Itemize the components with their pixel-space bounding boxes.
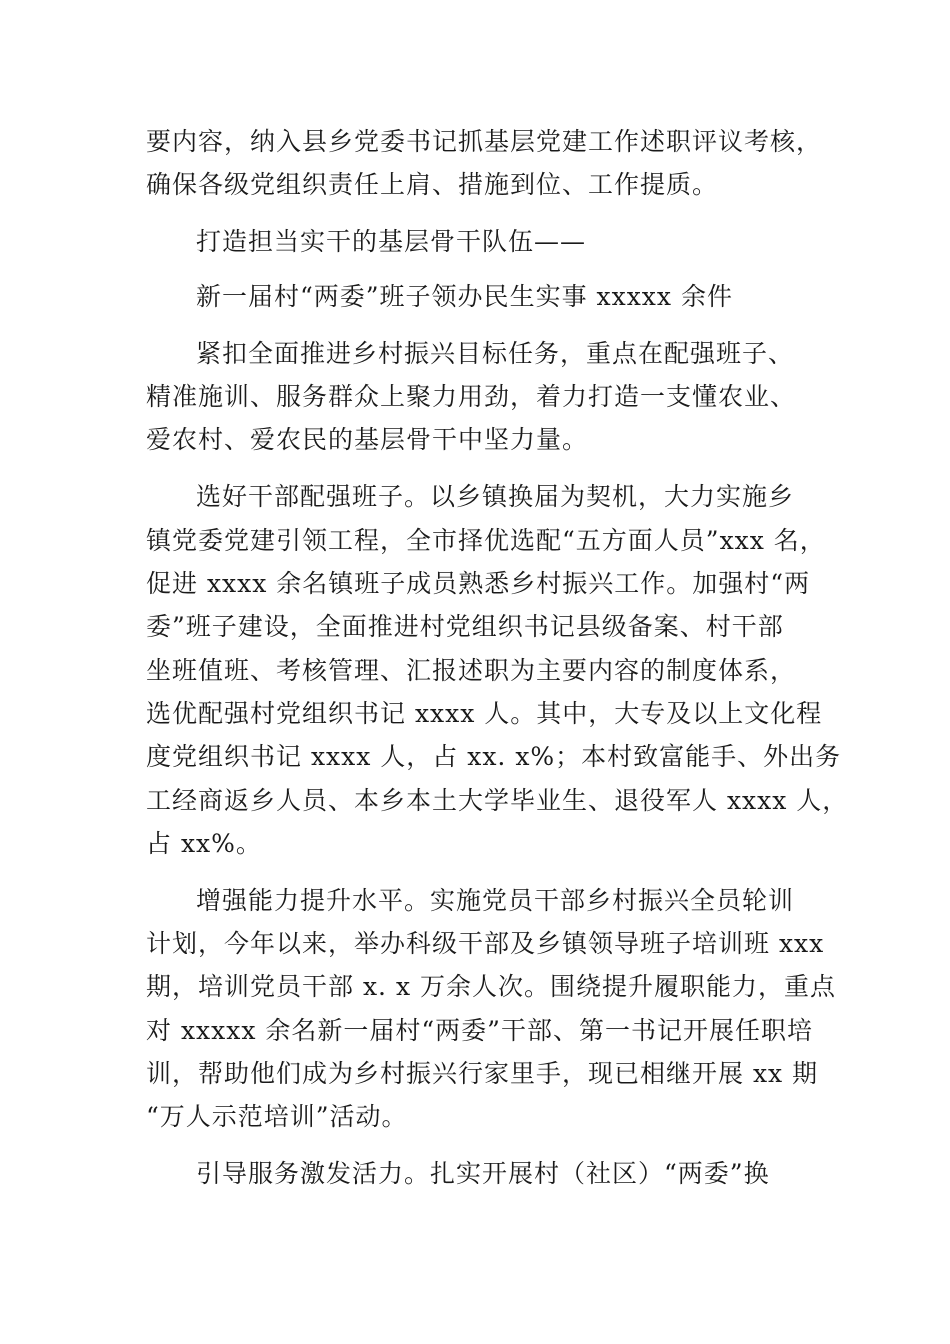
text-line: 紧扣全面推进乡村振兴目标任务，重点在配强班子、 bbox=[196, 339, 795, 368]
text-line: 精准施训、服务群众上聚力用劲，着力打造一支懂农业、 bbox=[146, 382, 797, 411]
section-heading: 打造担当实干的基层骨干队伍—— bbox=[196, 227, 587, 256]
text-line: 选优配强村党组织书记 xxxx 人。其中，大专及以上文化程 bbox=[146, 699, 823, 728]
text-line: 引导服务激发活力。扎实开展村（社区）“两委”换 bbox=[196, 1159, 770, 1188]
text-line: 增强能力提升水平。实施党员干部乡村振兴全员轮训 bbox=[196, 886, 795, 915]
text-line: 度党组织书记 xxxx 人，占 xx. x%；本村致富能手、外出务 bbox=[146, 742, 842, 771]
text-line: 期，培训党员干部 x. x 万余人次。围绕提升履职能力，重点 bbox=[146, 972, 836, 1001]
text-line: 训，帮助他们成为乡村振兴行家里手，现已相继开展 xx 期 bbox=[146, 1059, 819, 1088]
text-line: 计划，今年以来，举办科级干部及乡镇领导班子培训班 xxx bbox=[146, 929, 825, 958]
text-line: 爱农村、爱农民的基层骨干中坚力量。 bbox=[146, 425, 589, 454]
section-subheading: 新一届村“两委”班子领办民生实事 xxxxx 余件 bbox=[196, 282, 733, 311]
text-line: 坐班值班、考核管理、汇报述职为主要内容的制度体系， bbox=[146, 656, 797, 685]
text-line: 工经商返乡人员、本乡本土大学毕业生、退役军人 xxxx 人， bbox=[146, 786, 849, 815]
text-line: 占 xx%。 bbox=[146, 829, 262, 858]
text-line: 委”班子建设，全面推进村党组织书记县级备案、村干部 bbox=[146, 612, 784, 641]
text-line: “万人示范培训”活动。 bbox=[146, 1102, 408, 1131]
text-line: 选好干部配强班子。以乡镇换届为契机，大力实施乡 bbox=[196, 482, 795, 511]
text-line: 要内容，纳入县乡党委书记抓基层党建工作述职评议考核， bbox=[146, 127, 823, 156]
text-line: 对 xxxxx 余名新一届村“两委”干部、第一书记开展任职培 bbox=[146, 1016, 813, 1045]
text-line: 镇党委党建引领工程，全市择优选配“五方面人员”xxx 名， bbox=[146, 526, 826, 555]
text-line: 确保各级党组织责任上肩、措施到位、工作提质。 bbox=[146, 170, 719, 199]
text-line: 促进 xxxx 余名镇班子成员熟悉乡村振兴工作。加强村“两 bbox=[146, 569, 811, 598]
